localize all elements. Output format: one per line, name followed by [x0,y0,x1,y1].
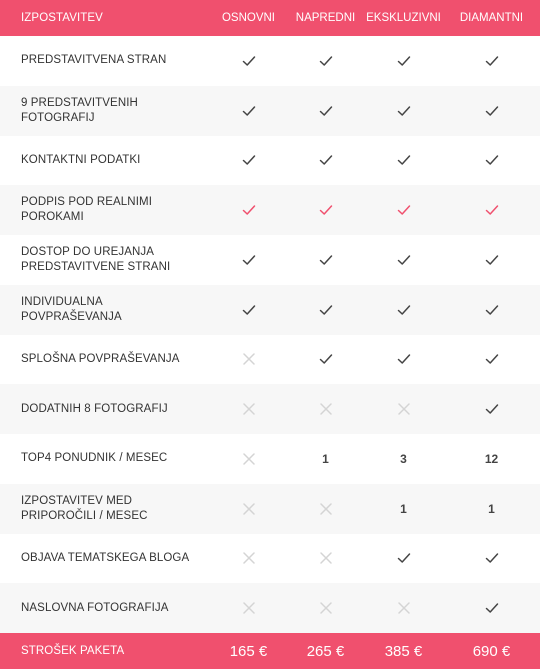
check-icon [396,351,412,367]
feature-cell [443,302,540,318]
cross-icon [241,451,257,467]
feature-label: DOSTOP DO UREJANJA PREDSTAVITVENE STRANI [21,245,171,273]
price-ekskluzivni: 385 € [384,642,423,660]
feature-cell [364,202,443,218]
check-icon [241,152,257,168]
table-row [0,434,540,484]
feature-label: NASLOVNA FOTOGRAFIJA [21,601,169,614]
feature-cell [443,53,540,69]
table-row [0,583,540,633]
feature-label: INDIVIDUALNA POVPRAŠEVANJA [21,295,122,323]
feature-value: 3 [400,451,407,466]
feature-label: PODPIS POD REALNIMI POROKAMI [21,196,152,224]
price-diamantni: 690 € [472,642,511,660]
feature-cell [287,600,364,616]
check-icon [484,351,500,367]
feature-cell [443,550,540,566]
check-icon [396,550,412,566]
feature-cell [287,202,364,218]
feature-cell [287,351,364,367]
check-icon [396,53,412,69]
check-icon [241,302,257,318]
feature-cell [364,401,443,417]
check-icon [318,351,334,367]
check-icon [241,53,257,69]
feature-value: 1 [400,501,407,516]
feature-label: KONTAKTNI PODATKI [21,153,141,166]
feature-cell [210,600,287,616]
check-icon [318,152,334,168]
check-icon [484,302,500,318]
feature-cell [210,202,287,218]
feature-cell [210,152,287,168]
feature-rows [0,36,540,633]
feature-value: 1 [488,501,495,516]
feature-cell [210,302,287,318]
feature-label: SPLOŠNA POVPRAŠEVANJA [21,352,180,365]
feature-value: 1 [322,451,329,466]
cross-icon [396,401,412,417]
feature-label: PREDSTAVITVENA STRAN [21,54,167,67]
feature-cell [364,103,443,119]
check-icon [396,152,412,168]
check-icon [396,103,412,119]
table-row [0,534,540,584]
check-icon [396,252,412,268]
table-row [0,335,540,385]
feature-cell [210,53,287,69]
feature-cell [287,401,364,417]
feature-cell [443,252,540,268]
feature-cell [364,452,443,466]
plan-osnovni-header: OSNOVNI [221,12,276,24]
plan-diamantni-header: DIAMANTNI [459,12,524,24]
feature-cell [210,103,287,119]
check-icon [484,600,500,616]
feature-cell [287,550,364,566]
feature-cell [364,502,443,516]
check-icon [318,302,334,318]
feature-cell [364,53,443,69]
check-icon [241,202,257,218]
feature-label: DODATNIH 8 FOTOGRAFIJ [21,402,168,415]
price-osnovni: 165 € [229,642,268,660]
check-icon [318,53,334,69]
check-icon [241,103,257,119]
feature-label: OBJAVA TEMATSKEGA BLOGA [21,551,190,564]
feature-cell [210,401,287,417]
feature-cell [287,152,364,168]
feature-cell [287,252,364,268]
feature-cell [210,451,287,467]
feature-cell [364,252,443,268]
feature-cell [364,550,443,566]
footer-label: STROŠEK PAKETA [21,644,125,657]
cross-icon [318,401,334,417]
feature-cell [443,152,540,168]
cross-icon [241,501,257,517]
feature-cell [443,502,540,516]
check-icon [396,302,412,318]
check-icon [484,550,500,566]
check-icon [484,401,500,417]
feature-cell [364,152,443,168]
check-icon [484,152,500,168]
feature-cell [443,452,540,466]
check-icon [318,202,334,218]
cross-icon [241,550,257,566]
table-row [0,86,540,136]
cross-icon [396,600,412,616]
check-icon [241,252,257,268]
feature-cell [287,452,364,466]
check-icon [396,202,412,218]
feature-cell [287,501,364,517]
feature-cell [210,252,287,268]
feature-cell [364,351,443,367]
feature-label: TOP4 PONUDNIK / MESEC [21,452,168,465]
table-row [0,185,540,235]
cross-icon [241,600,257,616]
table-row [0,384,540,434]
check-icon [318,103,334,119]
check-icon [484,53,500,69]
table-header [0,0,540,36]
table-row [0,36,540,86]
plan-ekskluzivni-header: EKSKLUZIVNI [366,12,441,24]
cross-icon [241,401,257,417]
feature-label: 9 PREDSTAVITVENIH FOTOGRAFIJ [21,96,138,124]
feature-cell [443,351,540,367]
table-row [0,136,540,186]
check-icon [484,202,500,218]
plan-napredni-header: NAPREDNI [295,12,356,24]
cross-icon [241,351,257,367]
feature-cell [443,401,540,417]
feature-cell [287,103,364,119]
cross-icon [318,501,334,517]
feature-label: IZPOSTAVITEV MED PRIPOROČILI / MESEC [21,494,148,522]
cross-icon [318,600,334,616]
header-title: IZPOSTAVITEV [21,11,103,24]
feature-cell [287,53,364,69]
feature-cell [364,302,443,318]
cross-icon [318,550,334,566]
feature-cell [210,550,287,566]
feature-cell [210,501,287,517]
check-icon [318,252,334,268]
feature-cell [287,302,364,318]
feature-cell [210,351,287,367]
table-row [0,484,540,534]
table-row [0,285,540,335]
feature-cell [443,103,540,119]
feature-value: 12 [484,451,499,466]
feature-cell [364,600,443,616]
table-footer [0,633,540,669]
check-icon [484,103,500,119]
price-napredni: 265 € [306,642,345,660]
check-icon [484,252,500,268]
table-row [0,235,540,285]
feature-cell [443,202,540,218]
feature-cell [443,600,540,616]
